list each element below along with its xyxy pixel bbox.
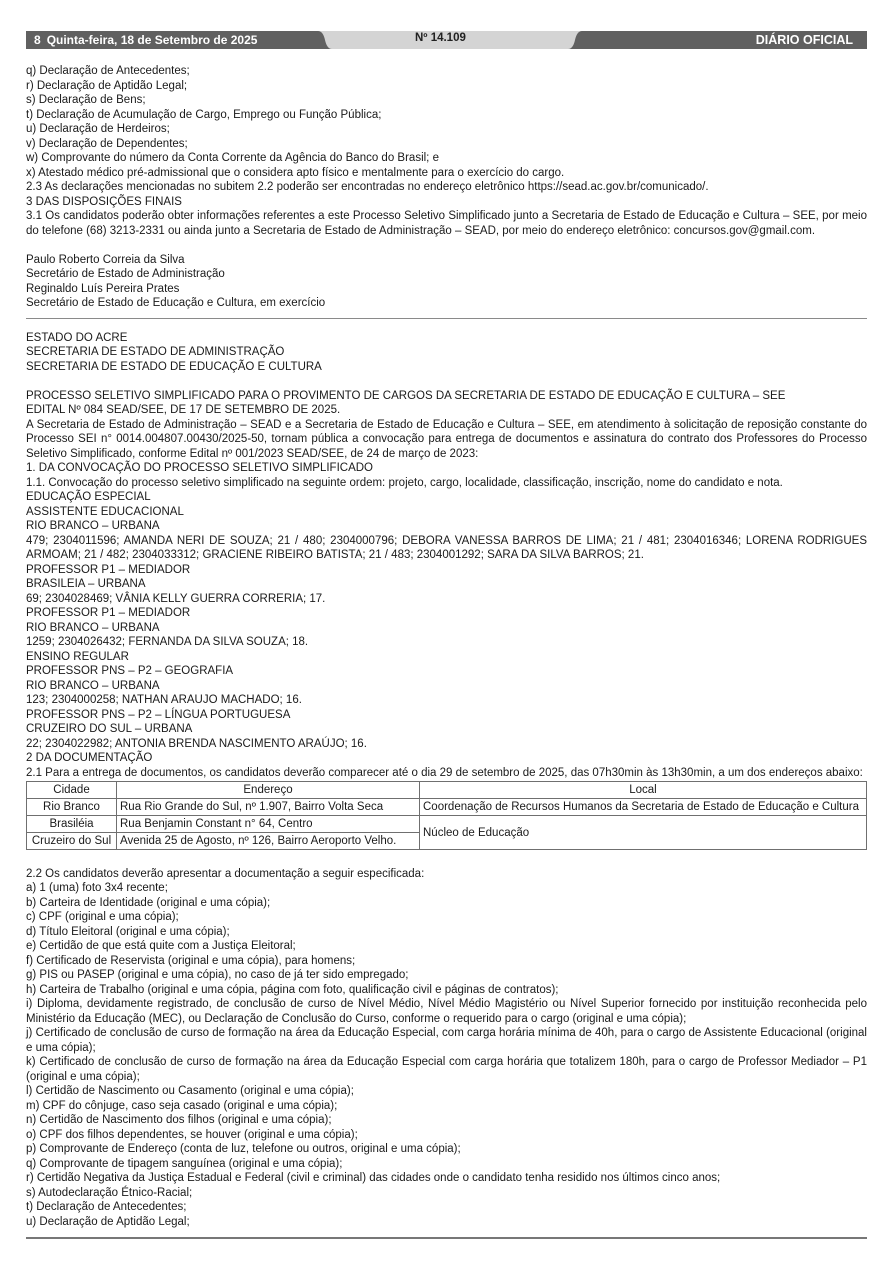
text-line: 22; 2304022982; ANTONIA BRENDA NASCIMENTO ARAÚJO; 16. bbox=[26, 737, 367, 750]
signatory-name: Paulo Roberto Correia da Silva bbox=[26, 253, 185, 266]
documents-list bbox=[26, 881, 867, 1229]
text-line: x) Atestado médico pré-admissional que o considera apto físico e mentalmente para o exercício do cargo. bbox=[26, 166, 565, 179]
text-line: ENSINO REGULAR bbox=[26, 650, 129, 663]
candidate-list: 479; 2304011596; AMANDA NERI DE SOUZA; 21 / 480; 2304000796; DEBORA VANESSA BARROS DE LIMA; 21 / 481; 2304016346; LORENA RODRIGUES ARMOAM; 21 / 482; 2304033312; GRACIENE RIBEIRO BATISTA; 21 / 483; 2304001292; SARA DA SILVA BARROS; 21. bbox=[26, 534, 867, 561]
page-number: 8 bbox=[34, 33, 41, 47]
text-line: RIO BRANCO – URBANA bbox=[26, 679, 160, 692]
list-item: c) CPF (original e uma cópia); bbox=[26, 911, 179, 923]
text-line: r) Declaração de Aptidão Legal; bbox=[26, 79, 188, 92]
table-header-row bbox=[27, 782, 867, 799]
list-item: g) PIS ou PASEP (original e uma cópia), no caso de já ter sido empregado; bbox=[26, 969, 409, 981]
documents-intro: 2.2 Os candidatos deverão apresentar a documentação a seguir especificada: bbox=[26, 867, 425, 880]
table-cell: Rio Branco bbox=[27, 799, 117, 816]
convocation-order: 1.1. Convocação do processo seletivo simplificado na seguinte ordem: projeto, cargo, localidade, classificação, inscrição, nome do candidato e nota. bbox=[26, 476, 783, 489]
list-item: l) Certidão de Nascimento ou Casamento (original e uma cópia); bbox=[26, 1085, 354, 1097]
issue-number: Nº 14.109 bbox=[415, 32, 466, 44]
text-line: CRUZEIRO DO SUL – URBANA bbox=[26, 723, 193, 735]
table-row bbox=[27, 799, 867, 816]
table-cell: Avenida 25 de Agosto, nº 126, Bairro Aeroporto Velho. bbox=[117, 833, 420, 850]
text-line: RIO BRANCO – URBANA bbox=[26, 520, 160, 532]
table-cell: Cruzeiro do Sul bbox=[27, 833, 117, 850]
signatory-title: Secretário de Estado de Educação e Cultura, em exercício bbox=[26, 297, 326, 309]
list-item: s) Autodeclaração Étnico-Racial; bbox=[26, 1186, 193, 1199]
text-line: PROFESSOR PNS – P2 – LÍNGUA PORTUGUESA bbox=[26, 708, 291, 721]
signatory-title: Secretário de Estado de Administração bbox=[26, 268, 225, 280]
text-line: 1259; 2304026432; FERNANDA DA SILVA SOUZA; 18. bbox=[26, 636, 309, 648]
text-line: PROFESSOR P1 – MEDIADOR bbox=[26, 563, 191, 576]
list-item: m) CPF do cônjuge, caso seja casado (original e uma cópia); bbox=[26, 1099, 338, 1112]
column-header: Endereço bbox=[117, 782, 420, 799]
list-item: n) Certidão de Nascimento dos filhos (original e uma cópia); bbox=[26, 1114, 332, 1126]
table-cell: Rua Rio Grande do Sul, nº 1.907, Bairro Volta Seca bbox=[117, 799, 420, 816]
list-item: p) Comprovante de Endereço (conta de luz, telefone ou outros, original e uma cópia); bbox=[26, 1143, 461, 1155]
section-divider bbox=[26, 318, 867, 319]
intro-paragraph: A Secretaria de Estado de Administração – SEAD e a Secretaria de Estado de Educação e Cultura – SEE, em atendimento à solicitação de reposição constante do Processo SEI n° 0014.004807.00430/2025-50, tornam pública a convocação para entrega de documentos e assinatura do contrato dos Professores do Processo Seletivo Simplificado, conforme Edital nº 001/2023 SEAD/SEE, de 24 de março de 2023: bbox=[26, 418, 867, 460]
text-line: 2.3 As declarações mencionadas no subitem 2.2 poderão ser encontradas no endereço eletrônico https://sead.ac.gov.br/comunicado/. bbox=[26, 181, 709, 193]
heading-line: SECRETARIA DE ESTADO DE ADMINISTRAÇÃO bbox=[26, 346, 285, 358]
edital-number: EDITAL Nº 084 SEAD/SEE, DE 17 DE SETEMBRO DE 2025. bbox=[26, 404, 341, 416]
text-line: 123; 2304000258; NATHAN ARAUJO MACHADO; 16. bbox=[26, 694, 302, 706]
list-item: j) Certificado de conclusão de curso de formação na área da Educação Especial, com carga horária mínima de 40h, para o cargo de Assistente Educacional (original e uma cópia); bbox=[26, 1027, 867, 1054]
delivery-locations-table bbox=[26, 781, 867, 850]
convocation-heading: 1. DA CONVOCAÇÃO DO PROCESSO SELETIVO SIMPLIFICADO bbox=[26, 462, 373, 474]
text-line: u) Declaração de Herdeiros; bbox=[26, 123, 170, 135]
publication-name: DIÁRIO OFICIAL bbox=[755, 33, 853, 47]
signatory-name: Reginaldo Luís Pereira Prates bbox=[26, 282, 180, 295]
table-cell: Rua Benjamin Constant n° 64, Centro bbox=[117, 816, 420, 833]
table-cell: Brasiléia bbox=[27, 816, 117, 833]
heading-line: SECRETARIA DE ESTADO DE EDUCAÇÃO E CULTURA bbox=[26, 360, 322, 373]
list-item: a) 1 (uma) foto 3x4 recente; bbox=[26, 882, 168, 894]
section-edital-084 bbox=[26, 331, 867, 1230]
heading-line: ESTADO DO ACRE bbox=[26, 331, 128, 344]
text-line: RIO BRANCO – URBANA bbox=[26, 621, 160, 634]
column-header: Cidade bbox=[27, 782, 117, 799]
page-bottom-rule bbox=[26, 1237, 867, 1239]
text-line: s) Declaração de Bens; bbox=[26, 94, 146, 106]
text-line: PROFESSOR PNS – P2 – GEOGRAFIA bbox=[26, 665, 234, 677]
list-item: b) Carteira de Identidade (original e uma cópia); bbox=[26, 896, 271, 909]
table-cell: Coordenação de Recursos Humanos da Secretaria de Estado de Educação e Cultura bbox=[420, 799, 867, 816]
page-header bbox=[26, 31, 867, 49]
list-item: t) Declaração de Antecedentes; bbox=[26, 1201, 187, 1213]
text-line: 2.1 Para a entrega de documentos, os candidatos deverão comparecer até o dia 29 de setembro de 2025, das 07h30min às 13h30min, a um dos endereços abaixo: bbox=[26, 766, 863, 779]
text-line: q) Declaração de Antecedentes; bbox=[26, 65, 190, 77]
list-item: e) Certidão de que está quite com a Justiça Eleitoral; bbox=[26, 940, 296, 952]
table-cell: Núcleo de Educação bbox=[420, 816, 867, 850]
process-title: PROCESSO SELETIVO SIMPLIFICADO PARA O PROVIMENTO DE CARGOS DA SECRETARIA DE ESTADO DE EDUCAÇÃO E CULTURA – SEE bbox=[26, 389, 786, 402]
list-item: k) Certificado de conclusão de curso de formação na área da Educação Especial com carga horária que totalizem 180h, para o cargo de Professor Mediador – P1 (original e uma cópia); bbox=[26, 1056, 867, 1083]
text-line: BRASILEIA – URBANA bbox=[26, 578, 146, 590]
signature-block bbox=[26, 253, 867, 311]
list-item: o) CPF dos filhos dependentes, se houver (original e uma cópia); bbox=[26, 1128, 358, 1141]
text-line: EDUCAÇÃO ESPECIAL bbox=[26, 491, 151, 503]
list-item: f) Certificado de Reservista (original e uma cópia), para homens; bbox=[26, 954, 356, 967]
table-row bbox=[27, 816, 867, 833]
paragraph-3-1: 3.1 Os candidatos poderão obter informações referentes a este Processo Seletivo Simplificado junto a Secretaria de Estado de Educação e Cultura – SEE, por meio do telefone (68) 3213-2331 ou ainda junto a Secretaria de Estado de Administração – SEAD, por meio do endereço eletrônico: concursos.gov@gmail.com. bbox=[26, 210, 867, 237]
text-line: t) Declaração de Acumulação de Cargo, Emprego ou Função Pública; bbox=[26, 108, 382, 121]
list-item: i) Diploma, devidamente registrado, de conclusão de curso de Nível Médio, Nível Médio Magistério ou Nível Superior fornecido por instituição reconhecida pelo Ministério da Educação (MEC), ou Declaração de Conclusão do Curso, conforme o requerido para o cargo (original e uma cópia); bbox=[26, 998, 867, 1025]
text-line: ASSISTENTE EDUCACIONAL bbox=[26, 505, 184, 518]
text-line: 2 DA DOCUMENTAÇÃO bbox=[26, 752, 153, 764]
list-item: q) Comprovante de tipagem sanguínea (original e uma cópia); bbox=[26, 1157, 343, 1170]
text-line: w) Comprovante do número da Conta Corrente da Agência do Banco do Brasil; e bbox=[26, 152, 439, 164]
header-page-date bbox=[34, 33, 257, 47]
text-line: 69; 2304028469; VÂNIA KELLY GUERRA CORRERIA; 17. bbox=[26, 592, 326, 605]
text-line: PROFESSOR P1 – MEDIADOR bbox=[26, 607, 191, 619]
list-item: h) Carteira de Trabalho (original e uma cópia, página com foto, qualificação civil e páginas de contratos); bbox=[26, 983, 559, 996]
section-heading: 3 DAS DISPOSIÇÕES FINAIS bbox=[26, 195, 182, 208]
issuer-heading bbox=[26, 331, 867, 375]
list-item: r) Certidão Negativa da Justiça Estadual e Federal (civil e criminal) das cidades onde o candidato tenha residido nos últimos cinco anos; bbox=[26, 1172, 721, 1184]
document-page bbox=[26, 31, 867, 1239]
declaration-list bbox=[26, 64, 867, 209]
section-previous-edital bbox=[26, 64, 867, 311]
list-item: d) Título Eleitoral (original e uma cópia); bbox=[26, 925, 230, 938]
list-item: u) Declaração de Aptidão Legal; bbox=[26, 1215, 190, 1228]
issue-date: Quinta-feira, 18 de Setembro de 2025 bbox=[46, 33, 258, 47]
column-header: Local bbox=[420, 782, 867, 799]
text-line: v) Declaração de Dependentes; bbox=[26, 137, 188, 150]
